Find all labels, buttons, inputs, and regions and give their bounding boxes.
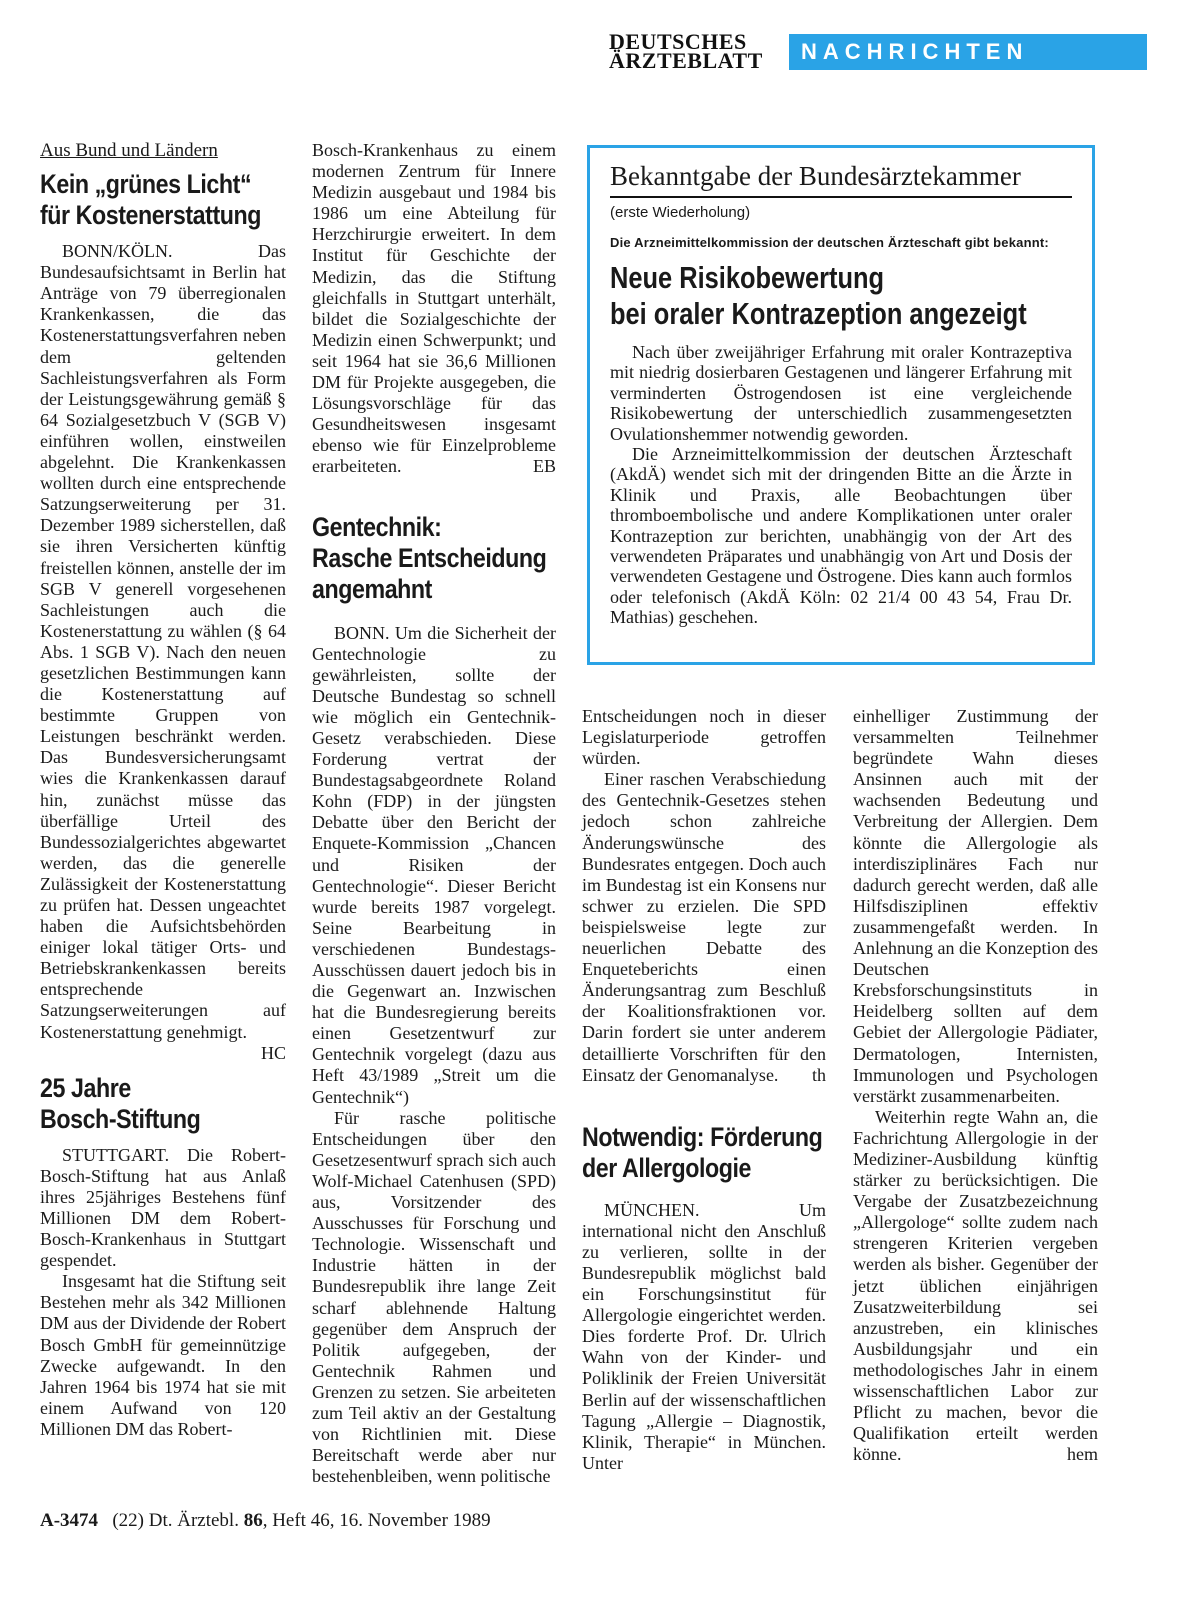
announcement-headline-line-1: Neue Risikobewertung <box>610 260 885 295</box>
article-1-body <box>40 241 286 1063</box>
announcement-para-2: Die Arzneimittelkommission der deutschen Ärzteschaft (AkdÄ) wendet sich mit der dringenden Bitte an die Ärzte in Klinik und Praxis, alle Beobachtungen über thromboembolische und andere Komplikationen unter oraler Kontrazeption zur berichten, unabhängig von der Art des verwendeten Präparates und unabhängig von Art und Dosis der verwendeten Gestagene und Östrogene. Dies kann auch formlos oder telefonisch (AkdÄ Köln: 02 21/4 00 43 54, Frau Dr. Mathias) geschehen. <box>610 444 1072 628</box>
page-number: A-3474 <box>40 1510 99 1531</box>
page-footer <box>40 1510 491 1532</box>
article-2-text-continued: Bosch-Krankenhaus zu einem modernen Zentrum für Innere Medizin ausgebaut und 1984 bis 1986 um eine Abteilung für Herzchirurgie erweitert. In dem Institut für Geschichte der Medizin, das die Stiftung gleichfalls in Stuttgart unterhält, bildet die Sozialgeschichte der Medizin einen Schwerpunkt; und seit 1964 hat sie 36,6 Millionen DM für Projekte ausgegeben, die Lösungsvorschläge für das Gesundheitswesen insgesamt ebenso wie für Einzelprobleme erarbeiteten. <box>312 140 556 477</box>
article-1-headline-line-1: Kein „grünes Licht“ <box>40 169 252 200</box>
article-4-signature: hem <box>1067 1444 1098 1465</box>
citation-suffix: , Heft 46, 16. November 1989 <box>262 1510 491 1531</box>
article-2-para-2a: Insgesamt hat die Stiftung seit Bestehen mehr als 342 Millionen DM aus der Dividende der Robert Bosch GmbH für gemeinnützige Zwecke aufgewandt. In den Jahren 1964 bis 1974 hat sie mit einem Aufwand von 120 Millionen DM das Robert- <box>40 1271 286 1439</box>
article-3-para-1: BONN. Um die Sicherheit der Gentechnologie zu gewährleisten, sollte der Deutsche Bundestag so schnell wie möglich ein Gentechnik-Gesetz verabschieden. Diese Forderung vertrat der Bundestagsabgeordnete Roland Kohn (FDP) in der jüngsten Debatte über den Bericht der Enquete-Kommission „Chancen und Risiken der Gentechnologie“. Dieser Bericht wurde bereits 1987 vorgelegt. Seine Bearbeitung in verschiedenen Bundestags-Ausschüssen dauert jedoch bis in die Gegenwart an. Inzwischen hat die Bundesregierung bereits einen Gesetzentwurf zur Gentechnik vorgelegt (dazu aus Heft 43/1989 „Streit um die Gentechnik“) <box>312 622 556 1107</box>
article-3-headline-line-2: Rasche Entscheidung <box>312 542 547 573</box>
article-2-para-2b <box>312 140 556 478</box>
logo-line-2: ÄRZTEBLATT <box>609 48 763 73</box>
article-3-signature: th <box>811 1064 826 1085</box>
journal-logo <box>609 29 781 73</box>
article-3-para-3: Entscheidungen noch in dieser Legislaturperiode getroffen würden. <box>582 706 826 769</box>
article-4-para-2 <box>853 1107 1098 1466</box>
announcement-headline-line-2: bei oraler Kontrazeption angezeigt <box>610 296 1027 331</box>
article-1-signature: HC <box>260 1042 286 1063</box>
article-1-headline <box>40 169 262 231</box>
article-3-headline <box>312 511 547 605</box>
article-2-signature: EB <box>532 456 556 477</box>
column-4 <box>853 706 1098 1465</box>
masthead <box>609 29 1029 73</box>
article-2-headline <box>40 1073 252 1135</box>
article-1-text: BONN/KÖLN. Das Bundesaufsichtsamt in Berlin hat Anträge von 79 überregionalen Krankenkassen, die das Kostenerstattungsverfahren neben dem geltenden Sachleistungsverfahren als Form der Leistungsgewährung gemäß § 64 Sozialgesetzbuch V (SGB V) einführen wollen, einstweilen abgelehnt. Die Krankenkassen wollten durch eine entsprechende Satzungserweiterung per 31. Dezember 1989 sicherstellen, daß sie ihren Versicherten künftig freistellen können, anstelle der im SGB V generell vorgesehenen Sachleistungen auch die Kostenerstattung zu wählen (§ 64 Abs. 1 SGB V). Nach den neuen gesetzlichen Bestimmungen kann die Kostenerstattung auf bestimmte Gruppen von Leistungen beschränkt werden. Das Bundesversicherungsamt wies die Krankenkassen darauf hin, zunächst müsse das überfällige Urteil des Bundessozialgerichtes abgewartet werden, das die generelle Zulässigkeit der Kostenerstattung zu prüfen hat. Dessen ungeachtet haben die Aufsichtsbehörden einiger lokal tätiger Orts- und Betriebskrankenkassen bereits entsprechende Satzungserweiterungen auf Kostenerstattung genehmigt. <box>40 241 286 1042</box>
announcement-box <box>587 145 1095 665</box>
citation-volume: 86 <box>243 1510 263 1531</box>
column-2 <box>312 140 556 1487</box>
article-4-para-1b: einhelliger Zustimmung der versammelten Teilnehmer begründete Wahn dieses Ansinnen auch mit der wachsenden Bedeutung und Verbreitung der Allergien. Dem könnte die Allergologie als interdisziplinäres Fach nur dadurch gerecht werden, daß alle Hilfsdisziplinen effektiv zusammengefaßt werden. In Anlehnung an die Konzeption des Deutschen Krebsforschungsinstituts in Heidelberg sollten auf dem Gebiet der Allergologie Pädiater, Dermatologen, Internisten, Immunologen und Psychologen verstärkt zusammenarbeiten. <box>853 706 1098 1106</box>
rubric-label: Aus Bund und Ländern <box>40 140 218 161</box>
article-1-headline-line-2: für Kostenerstattung <box>40 200 262 231</box>
article-3-headline-line-1: Gentechnik: <box>312 511 442 542</box>
article-2-headline-line-1: 25 Jahre <box>40 1072 131 1103</box>
column-1 <box>40 140 286 1440</box>
article-2-headline-line-2: Bosch-Stiftung <box>40 1103 201 1134</box>
article-4-para-1a: MÜNCHEN. Um international nicht den Anschluß zu verlieren, sollte in der Bundesrepublik möglichst bald ein Forschungsinstitut für Allergologie eingerichtet werden. Dies forderte Prof. Dr. Ulrich Wahn von der Kinder- und Poliklinik der Freien Universität Berlin auf der wissenschaftlichen Tagung „Allergie – Diagnostik, Klinik, Therapie“ in München. Unter <box>582 1199 826 1473</box>
article-4-headline <box>582 1121 823 1184</box>
article-3-headline-line-3: angemahnt <box>312 573 432 604</box>
announcement-subtitle: (erste Wiederholung) <box>610 204 751 221</box>
article-3-text-end: Einer raschen Verabschiedung des Gentechnik-Gesetzes stehen jedoch schon zahlreiche Änderungswünsche des Bundesrates entgegen. Doch auch im Bundestag ist ein Konsens nur schwer zu erzielen. Die SPD beispielsweise legte zur neuerlichen Debatte des Enqueteberichts einen Änderungsantrag zum Beschluß der Koalitionsfraktionen vor. Darin fordert sie unter anderem detaillierte Vorschriften für den Einsatz der Genomanalyse. <box>582 769 826 1085</box>
announcement-intro: Die Arzneimittelkommission der deutschen Ärzteschaft gibt bekannt: <box>610 235 1049 250</box>
citation-prefix: (22) Dt. Ärztebl. <box>112 1510 239 1531</box>
article-4-text-end: Weiterhin regte Wahn an, die Fachrichtung Allergologie in der Mediziner-Ausbildung künftig stärker zu berücksichtigen. Die Vergabe der Zusatzbezeichnung „Allergologe“ sollte zudem nach strengeren Kriterien vergeben werden als bisher. Gegenüber der jetzt üblichen einjährigen Zusatzweiterbildung sei anzustreben, ein klinisches Ausbildungsjahr und ein methodologisches Jahr in einem wissenschaftlichen Labor zur Pflicht zu machen, bevor die Qualifikation erteilt werden könne. <box>853 1106 1098 1465</box>
column-3 <box>582 706 826 1474</box>
article-4-headline-line-2: der Allergologie <box>582 1152 752 1183</box>
section-banner: NACHRICHTEN <box>789 34 1147 70</box>
article-2-para-1: STUTTGART. Die Robert-Bosch-Stiftung hat aus Anlaß ihres 25jähriges Bestehens fünf Millionen DM dem Robert-Bosch-Krankenhaus in Stuttgart gespendet. <box>40 1144 286 1271</box>
announcement-headline <box>610 260 1027 332</box>
article-3-para-4 <box>582 769 826 1085</box>
article-3-para-2: Für rasche politische Entscheidungen über den Gesetzesentwurf sprach sich auch Wolf-Michael Catenhusen (SPD) aus, Vorsitzender des Ausschusses für Forschung und Technologie. Wissenschaft und Industrie hätten in der Bundesrepublik ihre lange Zeit scharf ablehnende Haltung gegenüber dem Anspruch der Politik aufgegeben, der Gentechnik Rahmen und Grenzen zu setzen. Sie arbeiteten zum Teil aktiv an der Gestaltung von Richtlinien mit. Diese Bereitschaft werde aber nur bestehenbleiben, wenn politische <box>312 1107 556 1487</box>
announcement-title: Bekanntgabe der Bundesärztekammer <box>610 160 1072 198</box>
article-4-headline-line-1: Notwendig: Förderung <box>582 1121 823 1152</box>
logo-line-1: DEUTSCHES <box>609 29 747 54</box>
announcement-para-1: Nach über zweijähriger Erfahrung mit oraler Kontrazeptiva mit niedrig dosierbaren Gestagenen und längerer Erfahrung mit verminderten Östrogendosen ist eine vergleichende Risikobewertung der unterschiedlich zusammengesetzten Ovulationshemmer notwendig geworden. <box>610 342 1072 444</box>
